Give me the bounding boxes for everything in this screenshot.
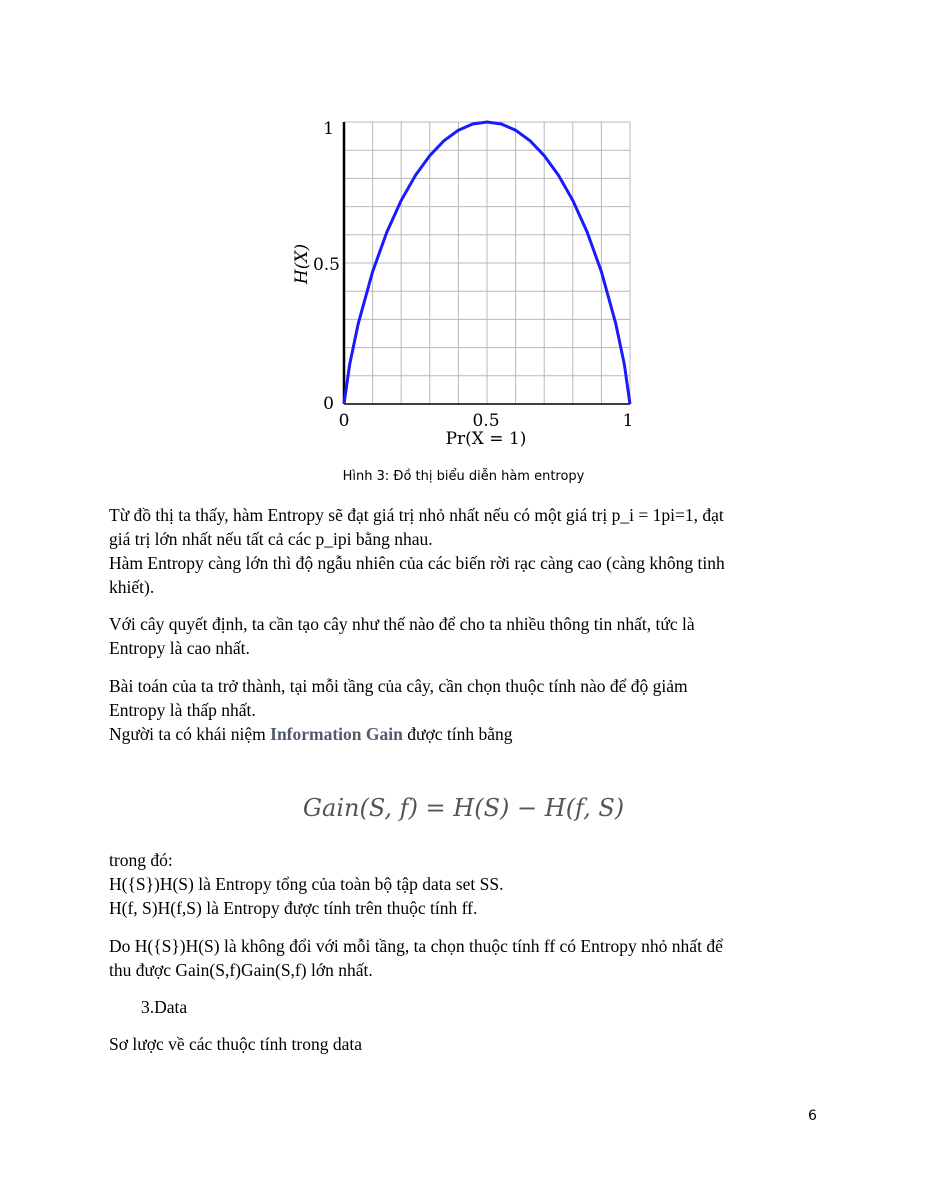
figure-caption: Hình 3: Đồ thị biểu diễn hàm entropy bbox=[342, 469, 585, 484]
page-number: 6 bbox=[808, 1108, 817, 1124]
y-tick-0: 0 bbox=[323, 394, 334, 414]
where-block bbox=[109, 848, 809, 920]
p1-line-2: giá trị lớn nhất nếu tất cả các p_ipi bằng nhau. bbox=[109, 529, 433, 549]
p4-line-1: Bài toán của ta trở thành, tại mỗi tầng của cây, cần chọn thuộc tính nào để độ giảm bbox=[109, 676, 688, 696]
p5-suffix: được tính bằng bbox=[407, 724, 513, 744]
y-tick-1: 1 bbox=[323, 119, 334, 139]
where-line-1: trong đó: bbox=[109, 850, 173, 870]
entropy-chart bbox=[280, 108, 650, 453]
paragraph-1 bbox=[109, 503, 809, 599]
conclusion-line-2: thu được Gain(S,f)Gain(S,f) lớn nhất. bbox=[109, 960, 373, 980]
paragraph-4 bbox=[109, 674, 809, 746]
chart-grid bbox=[344, 122, 630, 404]
p2-line-1: Hàm Entropy càng lớn thì độ ngẫu nhiên của các biến rời rạc càng cao (càng không tinh bbox=[109, 553, 725, 573]
p2-line-2: khiết). bbox=[109, 577, 155, 597]
p3-line-1: Với cây quyết định, ta cần tạo cây như thế nào để cho ta nhiều thông tin nhất, tức là bbox=[109, 614, 695, 634]
section-heading: 3.Data bbox=[141, 997, 188, 1017]
last-line: Sơ lược về các thuộc tính trong data bbox=[109, 1034, 362, 1054]
p1-line-1: Từ đồ thị ta thấy, hàm Entropy sẽ đạt giá trị nhỏ nhất nếu có một giá trị p_i = 1pi=1, đạt bbox=[109, 505, 724, 525]
where-line-3: H(f, S)H(f,S) là Entropy được tính trên thuộc tính ff. bbox=[109, 898, 478, 918]
gain-formula-text: Gain(S, f) = H(S) − H(f, S) bbox=[302, 794, 625, 822]
where-line-2: H({S})H(S) là Entropy tổng của toàn bộ tập data set SS. bbox=[109, 874, 504, 894]
x-axis-label: Pr(X = 1) bbox=[445, 429, 527, 449]
p5-prefix: Người ta có khái niệm bbox=[109, 724, 266, 744]
x-tick-0: 0 bbox=[338, 411, 350, 431]
gain-formula bbox=[0, 794, 927, 822]
x-tick-0.5: 0.5 bbox=[472, 411, 500, 431]
y-tick-0.5: 0.5 bbox=[312, 255, 340, 275]
x-tick-1: 1 bbox=[622, 411, 634, 431]
conclusion-line-1: Do H({S})H(S) là không đổi với mỗi tầng, ta chọn thuộc tính ff có Entropy nhỏ nhất để bbox=[109, 936, 723, 956]
information-gain-term: Information Gain bbox=[270, 724, 403, 744]
paragraph-3 bbox=[109, 612, 809, 660]
p3-line-2: Entropy là cao nhất. bbox=[109, 638, 250, 658]
conclusion bbox=[109, 934, 809, 982]
y-axis-label: H(X) bbox=[292, 243, 312, 285]
p4-line-2: Entropy là thấp nhất. bbox=[109, 700, 256, 720]
